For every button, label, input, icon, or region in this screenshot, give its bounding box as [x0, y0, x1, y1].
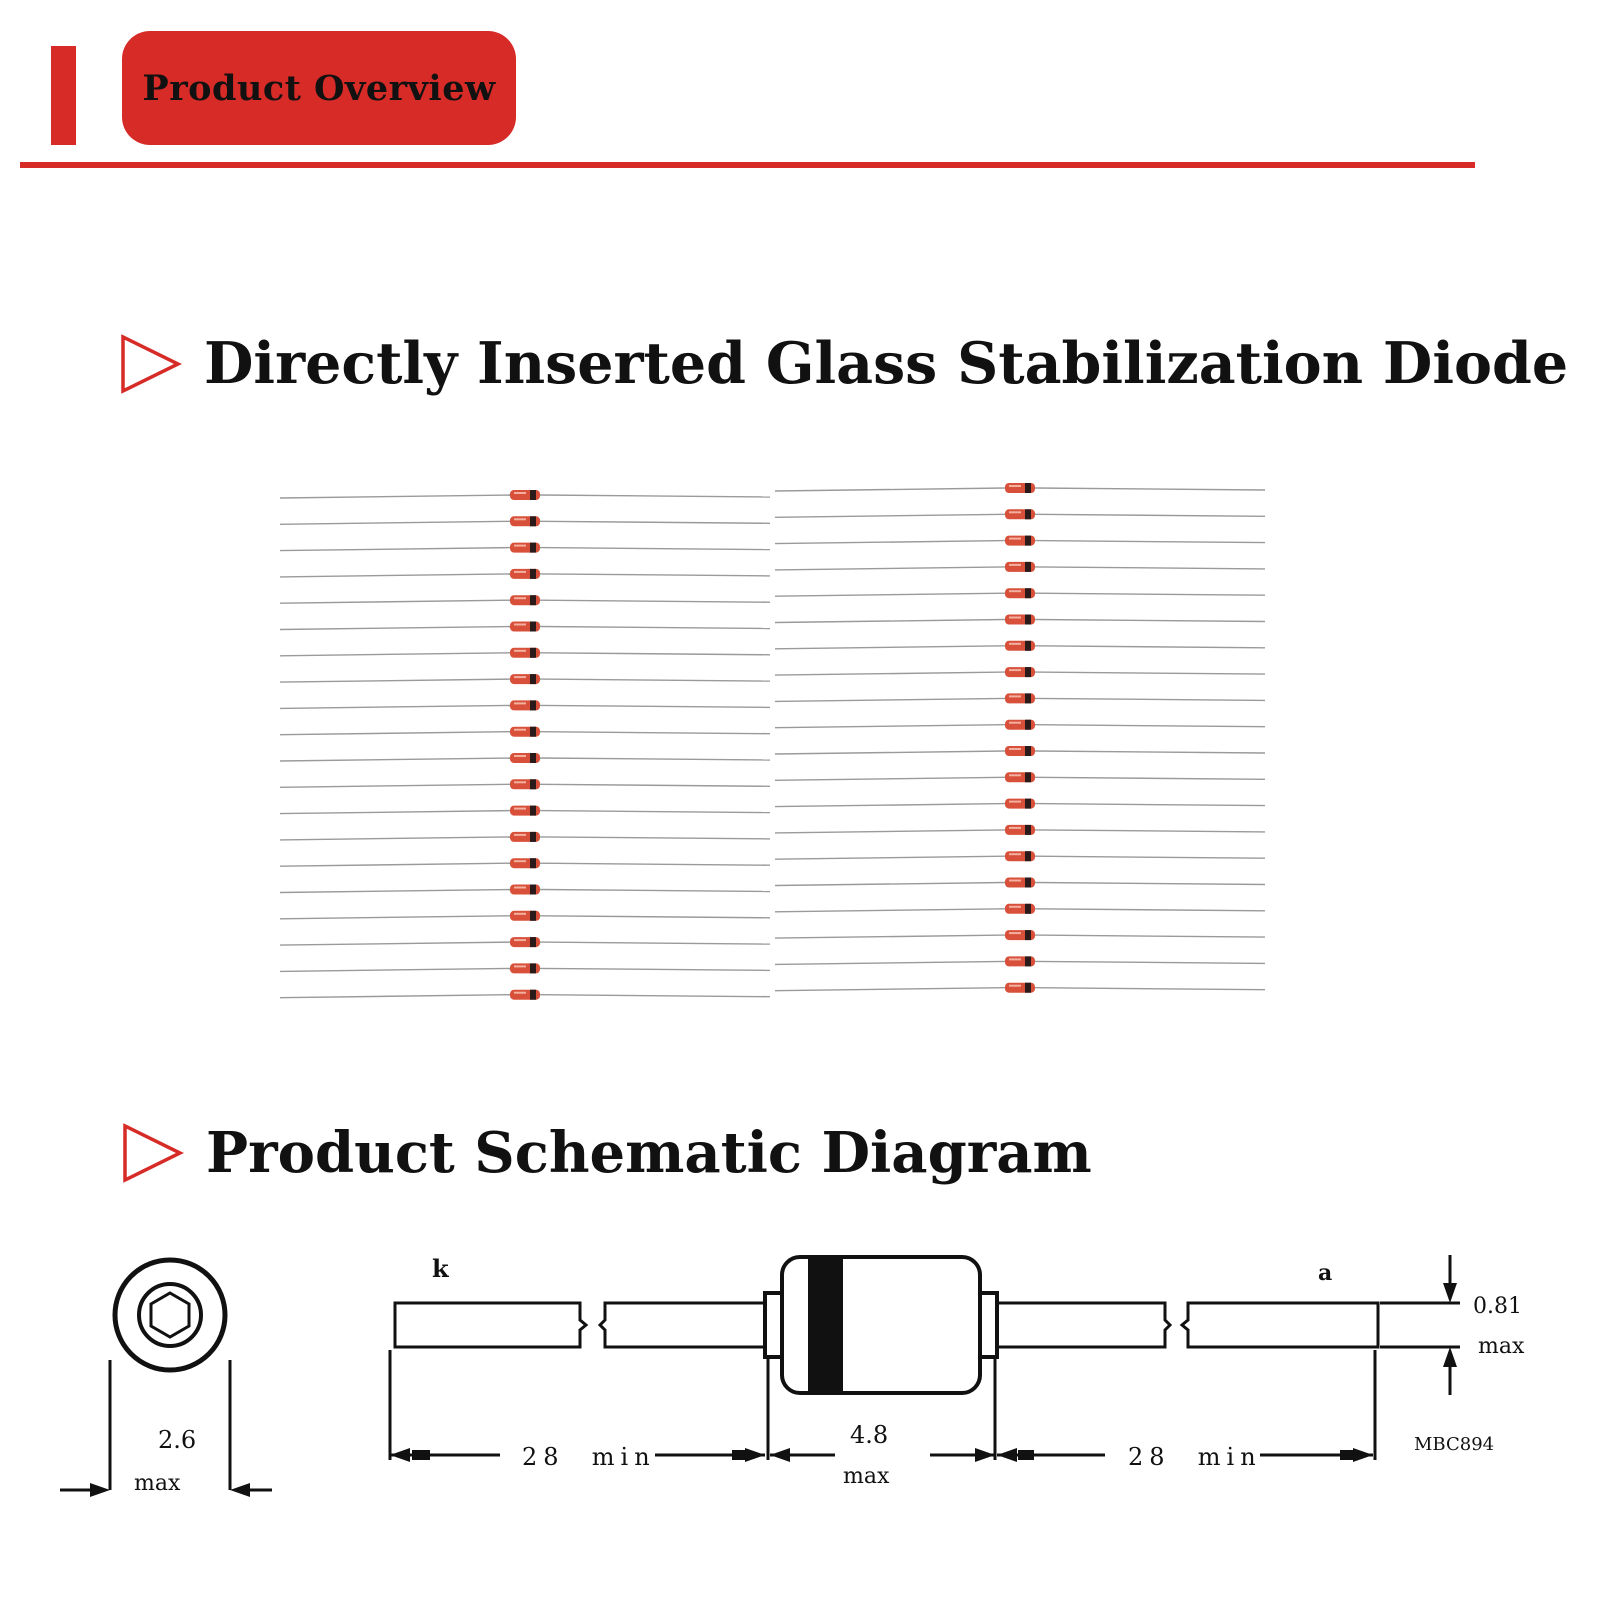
product-overview-badge: [122, 31, 516, 145]
diode-item: [280, 569, 770, 579]
section-title-schematic: [122, 1120, 1092, 1186]
diode-item: [775, 509, 1265, 519]
product-overview-label: Product Overview: [142, 67, 496, 109]
drawing-code: MBC894: [1414, 1434, 1495, 1455]
cathode-band: [808, 1255, 843, 1395]
diode-item: [775, 536, 1265, 546]
diode-item: [280, 595, 770, 605]
diode-item: [280, 490, 770, 500]
diode-item: [775, 983, 1265, 993]
diode-item: [280, 622, 770, 632]
diode-item: [775, 746, 1265, 756]
diode-item: [280, 858, 770, 868]
diode-item: [775, 483, 1265, 493]
diode-item: [280, 911, 770, 921]
diode-item: [280, 937, 770, 947]
lead-length-left: 28 min: [522, 1443, 656, 1471]
schematic-diagram: [60, 1255, 1560, 1555]
triangle-right-outline-icon: [120, 333, 182, 395]
lead-diameter-dimension: [1380, 1255, 1460, 1395]
diode-item: [775, 772, 1265, 782]
end-view: [60, 1260, 272, 1497]
lead-length-right: 28 min: [1128, 1443, 1262, 1471]
lead-diameter-unit: max: [1478, 1334, 1525, 1359]
diode-item: [775, 588, 1265, 598]
diode-item: [280, 648, 770, 658]
body-length-unit: max: [843, 1464, 890, 1489]
header-accent-bar: [51, 46, 76, 145]
diode-item: [280, 727, 770, 737]
diode-item: [280, 674, 770, 684]
section-title-diode: [120, 330, 1568, 397]
diode-item: [280, 832, 770, 842]
diode-item: [775, 641, 1265, 651]
diode-item: [280, 963, 770, 973]
diode-item: [775, 615, 1265, 625]
diode-item: [775, 667, 1265, 677]
diode-item: [775, 693, 1265, 703]
end-view-dim-unit: max: [134, 1471, 181, 1496]
diode-item: [775, 930, 1265, 940]
end-view-dim-value: 2.6: [158, 1426, 197, 1454]
diode-body: [765, 1255, 997, 1395]
diode-item: [280, 543, 770, 553]
diode-item: [280, 990, 770, 1000]
diode-item: [280, 806, 770, 816]
diode-item: [775, 904, 1265, 914]
diode-item: [280, 700, 770, 710]
cathode-label: k: [432, 1255, 449, 1283]
diode-item: [775, 720, 1265, 730]
diode-item: [775, 562, 1265, 572]
anode-label: a: [1318, 1260, 1333, 1286]
diode-item: [775, 851, 1265, 861]
section-title-text: Product Schematic Diagram: [206, 1120, 1092, 1186]
diode-item: [775, 825, 1265, 835]
triangle-right-outline-icon: [122, 1122, 184, 1184]
diode-array-photo: [280, 480, 1280, 1020]
lead-diameter-value: 0.81: [1473, 1294, 1522, 1319]
diode-item: [775, 878, 1265, 888]
diode-item: [280, 779, 770, 789]
body-length-value: 4.8: [850, 1421, 889, 1449]
section-title-text: Directly Inserted Glass Stabilization Diode: [204, 330, 1569, 397]
header-divider: [20, 162, 1475, 168]
diode-item: [775, 799, 1265, 809]
diode-item: [280, 753, 770, 763]
diode-item: [280, 885, 770, 895]
diode-item: [280, 516, 770, 526]
diode-item: [775, 956, 1265, 966]
